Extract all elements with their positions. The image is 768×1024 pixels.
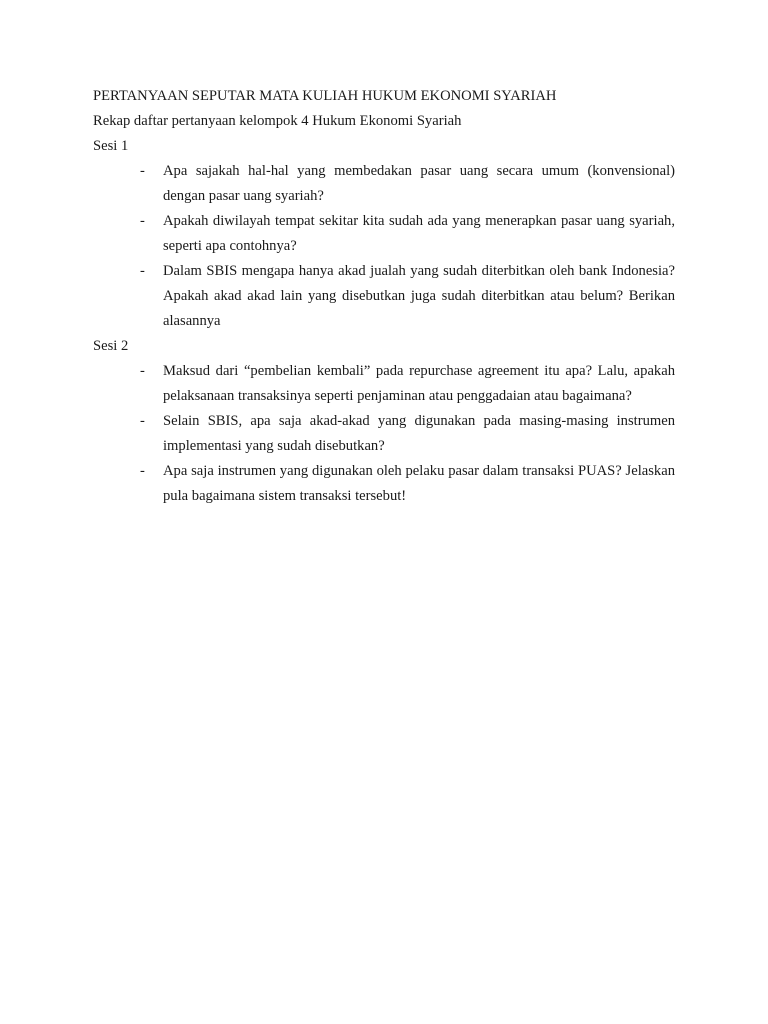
bullet-dash: -	[140, 163, 145, 179]
question-text: Apakah diwilayah tempat sekitar kita sudah ada yang menerapkan pasar uang syariah, seperti apa contohnya?	[163, 213, 675, 254]
document-body	[93, 84, 675, 509]
session-2-questions	[93, 359, 675, 509]
bullet-dash: -	[140, 413, 145, 429]
question-item	[93, 409, 675, 459]
question-text: Apa saja instrumen yang digunakan oleh pelaku pasar dalam transaksi PUAS? Jelaskan pula bagaimana sistem transaksi tersebut!	[163, 463, 675, 504]
question-item	[93, 259, 675, 334]
document-title: PERTANYAAN SEPUTAR MATA KULIAH HUKUM EKONOMI SYARIAH	[93, 88, 557, 104]
session-1-heading: Sesi 1	[93, 138, 129, 154]
bullet-dash: -	[140, 463, 145, 479]
question-text: Selain SBIS, apa saja akad-akad yang digunakan pada masing-masing instrumen implementasi yang sudah disebutkan?	[163, 413, 675, 454]
question-item	[93, 459, 675, 509]
question-item	[93, 209, 675, 259]
question-item	[93, 159, 675, 209]
question-text: Apa sajakah hal-hal yang membedakan pasar uang secara umum (konvensional) dengan pasar uang syariah?	[163, 163, 675, 204]
bullet-dash: -	[140, 363, 145, 379]
question-text: Dalam SBIS mengapa hanya akad jualah yang sudah diterbitkan oleh bank Indonesia? Apakah akad akad lain yang disebutkan juga sudah diterbitkan atau belum? Berikan alasannya	[163, 263, 675, 329]
bullet-dash: -	[140, 263, 145, 279]
document-subtitle: Rekap daftar pertanyaan kelompok 4 Hukum Ekonomi Syariah	[93, 113, 462, 129]
question-text: Maksud dari “pembelian kembali” pada repurchase agreement itu apa? Lalu, apakah pelaksanaan transaksinya seperti penjaminan atau penggadaian atau bagaimana?	[163, 363, 675, 404]
session-2-heading: Sesi 2	[93, 338, 129, 354]
session-1-questions	[93, 159, 675, 334]
bullet-dash: -	[140, 213, 145, 229]
question-item	[93, 359, 675, 409]
